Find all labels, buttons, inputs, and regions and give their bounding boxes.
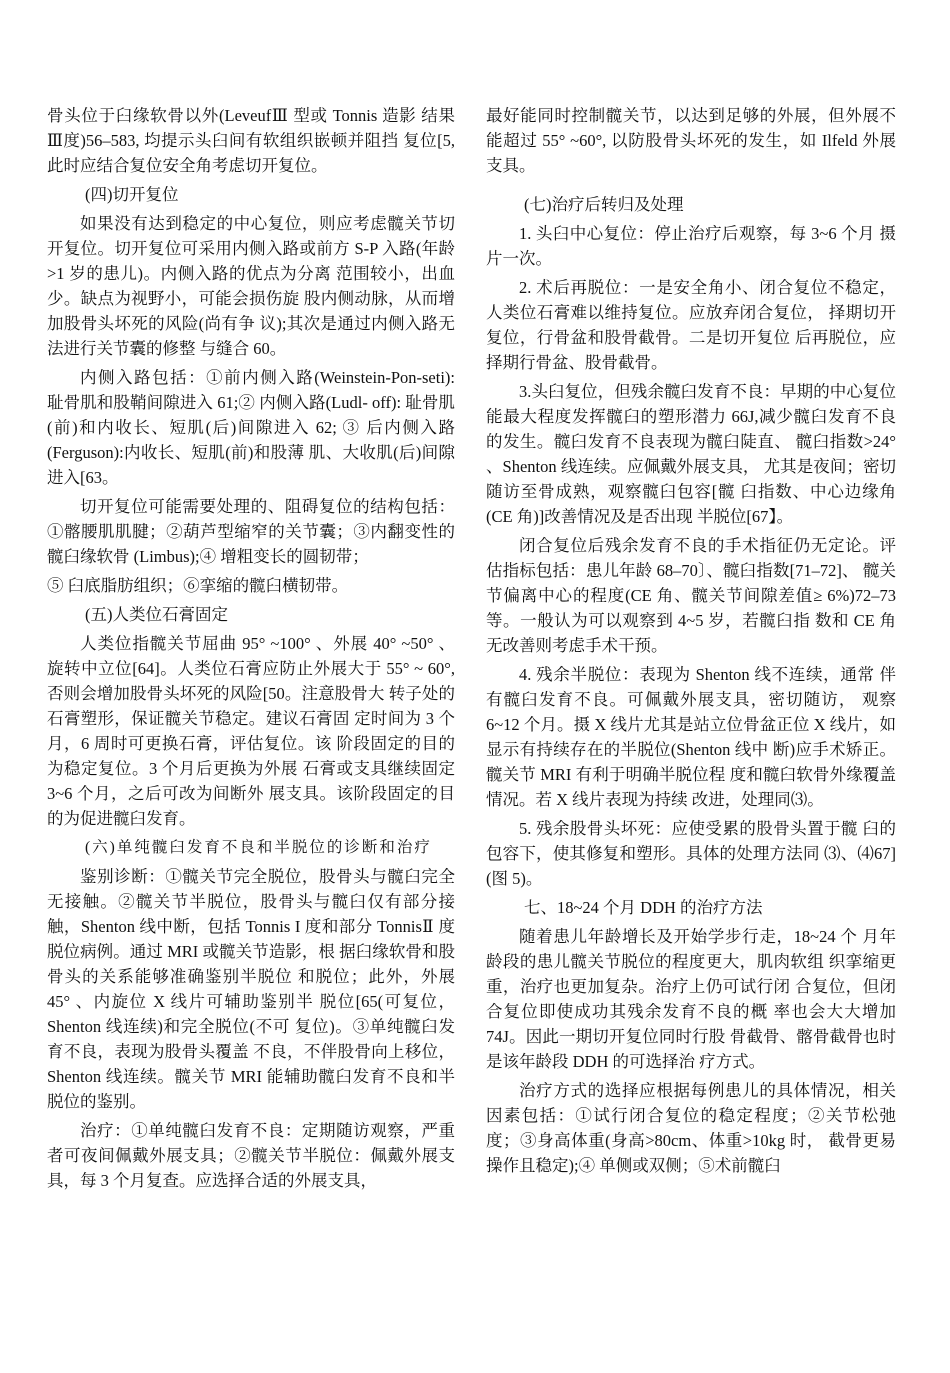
paragraph: 1. 头臼中心复位：停止治疗后观察，每 3~6 个月 摄片一次。 xyxy=(486,224,896,268)
paragraph: 如果没有达到稳定的中心复位，则应考虑髋关节切开复位。切开复位可采用内侧入路或前方 S-P 入路(年龄>1 岁的患儿)。内侧入路的优点为分离 范围较小，出血少。缺点为视野小，可能会损伤旋 股内侧动脉，从而增加股骨头坏死的风险(尚有争 议);其次是通过内侧入路无法进行关节囊的修整 与缝合 60。 xyxy=(47,214,455,358)
paragraph: 最好能同时控制髋关节，以达到足够的外展，但外展不能超过 55° ~60°, 以防股骨头坏死的发生，如 Ilfeld 外展支具。 xyxy=(486,106,896,175)
paragraph: 治疗方式的选择应根据每例患儿的具体情况，相关因素包括：①试行闭合复位的稳定程度；②关节松弛度；③身高体重(身高>80cm、体重>10kg 时， 截骨更易操作且稳定);④ 单侧或双侧；⑤术前髋臼 xyxy=(486,1081,896,1175)
section-heading-outcome-management: (七)治疗后转归及处理 xyxy=(524,195,684,214)
right-column xyxy=(486,103,896,1182)
paragraph: 4. 残余半脱位：表现为 Shenton 线不连续，通常 伴有髋臼发育不良。可佩戴外展支具，密切随访， 观察 6~12 个月。摄 X 线片尤其是站立位骨盆正位 X 线片，如显示有持续存在的半脱位(Shenton 线中 断)应手术矫正。髋关节 MRI 有利于明确半脱位程 度和髋臼软骨外缘覆盖情况。若 X 线片表现为持续 改进，处理同⑶。 xyxy=(486,665,896,809)
paragraph: 内侧入路包括：①前内侧入路(Weinstein-Pon-seti): 耻骨肌和股鞘间隙进入 61;② 内侧入路(Ludl- off): 耻骨肌(前)和内收长、短肌(后)间隙进入 62; ③ 后内侧入路(Ferguson):内收长、短肌(前)和股薄 肌、大收肌(后)间隙进入[63。 xyxy=(47,368,455,487)
paragraph: 人类位指髋关节屈曲 95° ~100° 、外展 40° ~50° 、 旋转中立位[64]。人类位石膏应防止外展大于 55° ~ 60°, 否则会增加股骨头坏死的风险[50。注意股骨大 转子处的石膏塑形，保证髋关节稳定。建议石膏固 定时间为 3 个月，6 周时可更换石膏，评估复位。该 阶段固定的目的为稳定复位。3 个月后更换为外展 石膏或支具继续固定 3~6 个月，之后可改为间断外 展支具。该阶段固定的目的为促进髋臼发育。 xyxy=(47,634,455,828)
paragraph: ⑤ 臼底脂肪组织；⑥挛缩的髋臼横韧带。 xyxy=(47,576,349,595)
paragraph: 治疗：①单纯髋臼发育不良：定期随访观察，严重者可夜间佩戴外展支具；②髋关节半脱位：佩戴外展支具，每 3 个月复查。应选择合适的外展支具， xyxy=(47,1121,455,1190)
section-heading-dysplasia-subluxation: (六)单纯髋臼发育不良和半脱位的诊断和治疗 xyxy=(85,839,432,856)
left-column xyxy=(47,103,455,1197)
paragraph: 骨头位于臼缘软骨以外(LeveufⅢ 型或 Tonnis 造影 结果Ⅲ度)56–583, 均提示头臼间有软组织嵌顿并阻挡 复位[5, 此时应结合复位安全角考虑切开复位。 xyxy=(47,106,455,175)
section-heading-open-reduction: (四)切开复位 xyxy=(85,185,179,204)
section-heading-18-24-months: 七、18~24 个月 DDH 的治疗方法 xyxy=(524,898,763,917)
paragraph: 3.头臼复位，但残余髋臼发育不良：早期的中心复位能最大程度发挥髋臼的塑形潜力 66J,减少髋臼发育不良的发生。髋臼发育不良表现为髋臼陡直、 髋臼指数>24° 、Shenton 线连续。应佩戴外展支具， 尤其是夜间；密切随访至骨成熟，观察髋臼包容[髋 臼指数、中心边缘角(CE 角)]改善情况及是否出现 半脱位[67】。 xyxy=(486,382,896,526)
paragraph: 切开复位可能需要处理的、阻碍复位的结构包括：①髂腰肌肌腱；②葫芦型缩窄的关节囊；③内翻变性的髋臼缘软骨 (Limbus);④ 增粗变长的圆韧带； xyxy=(47,497,455,566)
paragraph: 随着患儿年龄增长及开始学步行走，18~24 个 月年龄段的患儿髋关节脱位的程度更大，肌肉软组 织挛缩更重，治疗也更加复杂。治疗上仍可试行闭 合复位，但闭合复位即使成功其残余发育不良的概 率也会大大增加 74J。因此一期切开复位同时行股 骨截骨、髂骨截骨也时是该年龄段 DDH 的可选择治 疗方式。 xyxy=(486,927,896,1071)
paragraph: 鉴别诊断：①髋关节完全脱位，股骨头与髋臼完全无接触。②髋关节半脱位，股骨头与髋臼仅有部分接触，Shenton 线中断，包括 Tonnis I 度和部分 TonnisⅡ 度脱位病例。通过 MRI 或髋关节造影，根 据臼缘软骨和股骨头的关系能够准确鉴别半脱位 和脱位；此外，外展 45° 、内旋位 X 线片可辅助鉴别半 脱位[65(可复位，Shenton 线连续)和完全脱位(不可 复位)。③单纯髋臼发育不良，表现为股骨头覆盖 不良，不伴股骨向上移位，Shenton 线连续。髋关节 MRI 能辅助髋臼发育不良和半脱位的鉴别。 xyxy=(47,867,455,1111)
paragraph: 5. 残余股骨头坏死：应使受累的股骨头置于髋 臼的包容下，使其修复和塑形。具体的处理方法同 ⑶、⑷67](图 5)。 xyxy=(486,819,896,888)
section-heading-human-position-cast: (五)人类位石膏固定 xyxy=(85,605,228,624)
paragraph: 2. 术后再脱位：一是安全角小、闭合复位不稳定，人类位石膏难以维持复位。应放弃闭合复位， 择期切开复位，行骨盆和股骨截骨。二是切开复位 后再脱位，应择期行骨盆、股骨截骨。 xyxy=(486,278,896,372)
paragraph: 闭合复位后残余发育不良的手术指征仍无定论。评估指标包括：患儿年龄 68–70〕、髋臼指数[71–72]、 髋关节偏离中心的程度(CE 角、髋关节间隙差值≥ 6%)72–73 等。一般认为可以观察到 4~5 岁，若髋臼指 数和 CE 角无改善则考虑手术干预。 xyxy=(486,536,896,655)
